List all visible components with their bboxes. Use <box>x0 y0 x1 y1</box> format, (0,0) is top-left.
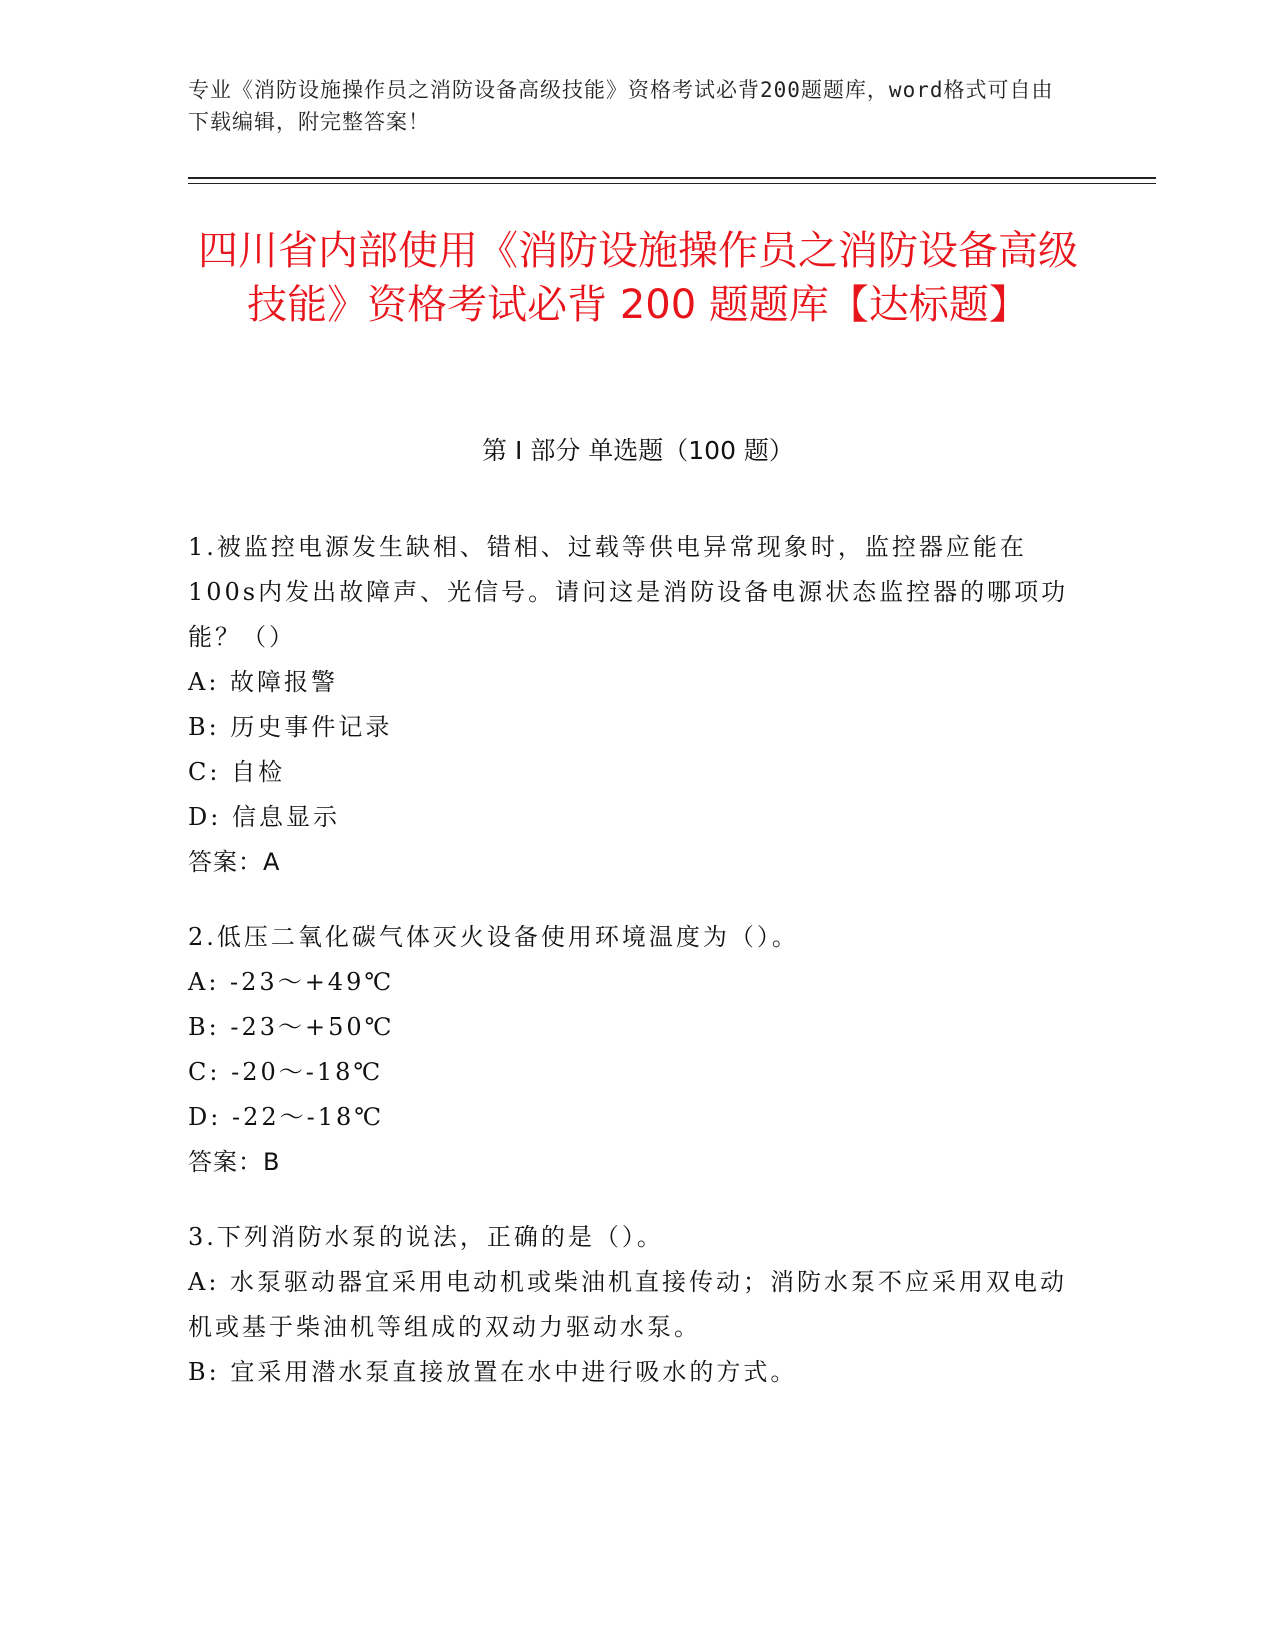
option-b: B: 宜采用潜水泵直接放置在水中进行吸水的方式。 <box>188 1358 798 1386</box>
question-2 <box>188 915 1088 1185</box>
answer: 答案：B <box>188 1148 281 1176</box>
section-title: 第 I 部分 单选题（100 题） <box>482 436 794 465</box>
question-stem: 2.低压二氧化碳气体灭火设备使用环境温度为（）。 <box>188 923 799 951</box>
question-3 <box>188 1215 1088 1395</box>
question-list <box>188 525 1088 1425</box>
option-d: D: -22～-18℃ <box>188 1103 385 1131</box>
option-c: C: 自检 <box>188 758 286 786</box>
question-stem: 1.被监控电源发生缺相、错相、过载等供电异常现象时，监控器应能在100s内发出故障声、光信号。请问这是消防设备电源状态监控器的哪项功能？（） <box>188 533 1069 651</box>
header-divider <box>188 177 1156 179</box>
option-a: A: 水泵驱动器宜采用电动机或柴油机直接传动；消防水泵不应采用双电动机或基于柴油机等组成的双动力驱动水泵。 <box>188 1268 1068 1341</box>
option-b: B: -23～+50℃ <box>188 1013 395 1041</box>
option-d: D: 信息显示 <box>188 803 340 831</box>
document-title: 四川省内部使用《消防设施操作员之消防设备高级技能》资格考试必背 200 题题库【达标题】 <box>198 228 1078 328</box>
option-a: A: -23～+49℃ <box>188 968 395 996</box>
option-b: B: 历史事件记录 <box>188 713 393 741</box>
question-1 <box>188 525 1088 885</box>
option-a: A: 故障报警 <box>188 668 339 696</box>
question-stem: 3.下列消防水泵的说法，正确的是（）。 <box>188 1223 664 1251</box>
header-divider-thin <box>188 183 1156 184</box>
answer: 答案：A <box>188 848 281 876</box>
header-note: 专业《消防设施操作员之消防设备高级技能》资格考试必背200题题库，word格式可自由下载编辑，附完整答案！ <box>188 78 1054 134</box>
option-c: C: -20～-18℃ <box>188 1058 384 1086</box>
